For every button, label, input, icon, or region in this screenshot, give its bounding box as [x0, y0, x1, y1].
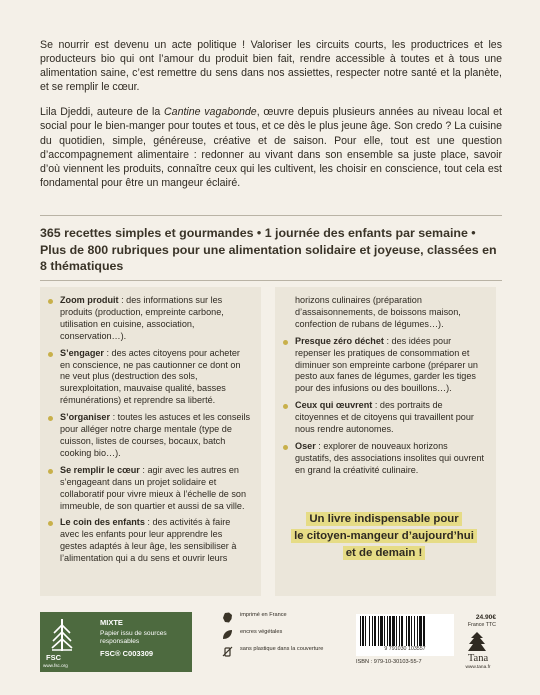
highlight-line-2: le citoyen-mangeur d’aujourd’hui — [291, 529, 477, 543]
barcode-bar — [396, 616, 397, 646]
france-map-icon — [222, 612, 233, 623]
barcode-bar — [414, 616, 415, 646]
intro-p2-start: Lila Djeddi, auteure de la — [40, 106, 165, 119]
barcode-bar — [369, 616, 370, 646]
leaf-icon — [222, 629, 233, 640]
no-plastic-icon — [222, 646, 233, 657]
divider-bottom — [40, 280, 502, 281]
eco-item — [222, 629, 352, 643]
publisher-logo-icon — [464, 630, 490, 654]
intro-p2-end: , œuvre depuis plusieurs années au niveau local et social pour le bien-manger pour toutes et tous, et ce dès le plus jeune âge. Son credo ? La cuisine du quotidien, simple, généreuse, créative et de saison. Pour elle, tout est une question d’accompagnement alimentaire : redonner au vivant dans son ensemble sa juste place, savoir d’où viennent les produits, connaître ceux qui les cultivent, les choisir en conscience, tout cela est fondamental pour être un mangeur éclairé. — [40, 106, 502, 189]
fsc-tree-icon — [48, 617, 76, 653]
bullet-icon — [48, 416, 53, 421]
publisher-name: Tana — [467, 653, 489, 664]
fsc-title: MIXTE — [100, 618, 123, 627]
feature-continuation: horizons culinaires (préparation d’assaisonnements, de boissons maison, confection de rubans de légumes…). — [295, 295, 461, 329]
feature-desc: : toutes les astuces et les conseils pour alléger notre charge mentale (type de cuisson, listes de courses, bocaux, batch cooking bio…). — [60, 412, 251, 458]
footer — [40, 612, 502, 672]
feature-item — [46, 412, 251, 460]
feature-item — [46, 348, 251, 408]
feature-item — [281, 441, 486, 477]
barcode-bar — [365, 616, 366, 646]
bullet-icon — [48, 299, 53, 304]
feature-term: S’organiser — [60, 412, 111, 423]
barcode-bar — [408, 616, 410, 646]
feature-term: Zoom produit — [60, 295, 119, 305]
eco-item — [222, 612, 352, 626]
barcode-block — [352, 614, 454, 670]
feature-item — [46, 517, 251, 565]
highlight-line-1: Un livre indispensable pour — [306, 512, 461, 526]
feature-desc: : des informations sur les produits (production, empreinte carbone, utilisation en cuisine, association, conservation…). — [60, 295, 224, 341]
fsc-label — [40, 612, 192, 672]
price — [468, 614, 496, 629]
barcode-bar — [387, 616, 388, 646]
price-amount: 24.90€ — [475, 614, 496, 621]
bullet-icon — [48, 352, 53, 357]
eco-label: imprimé en France — [240, 612, 287, 618]
barcode-number: 9 791030 103557 — [356, 646, 454, 652]
book-title-reference: Cantine vagabonde — [164, 106, 257, 119]
bullet-icon — [283, 340, 288, 345]
barcode-bar — [417, 616, 418, 646]
feature-term: Oser — [295, 440, 316, 451]
barcode-bar — [374, 616, 376, 646]
eco-item — [222, 646, 352, 664]
barcode-bar — [380, 616, 383, 646]
eco-labels — [222, 612, 352, 667]
barcode-bar — [384, 616, 385, 646]
fsc-logo-text: FSC — [46, 653, 61, 662]
fsc-subtitle: Papier issu de sources responsables — [100, 630, 167, 645]
barcode-bar — [401, 616, 403, 646]
feature-desc: : agir avec les autres en s’engageant dans un projet solidaire et collaboratif pour vivre mieux à l’échelle de son immeuble, de son quartier et aussi de sa ville. — [60, 464, 247, 511]
intro-text — [40, 38, 502, 201]
fsc-code: FSC® C003309 — [100, 649, 154, 658]
feature-desc: : des portraits de citoyennes et de citoyens qui travaillent pour nous rendre autonomes. — [295, 400, 474, 435]
barcode-bar — [378, 616, 379, 646]
bullet-icon — [283, 404, 288, 409]
feature-term: Se remplir le cœur — [60, 464, 140, 475]
barcode-bar — [392, 616, 395, 646]
feature-term: Ceux qui œuvrent — [295, 400, 373, 411]
divider-top — [40, 215, 502, 216]
feature-item — [281, 336, 486, 396]
barcode-bar — [360, 616, 361, 646]
barcode-bar — [399, 616, 400, 646]
eco-label: sans plastique dans la couverture — [240, 646, 324, 652]
eco-label: encres végétales — [240, 629, 283, 635]
barcode-bar — [362, 616, 364, 646]
feature-item — [46, 465, 251, 513]
barcode-bar — [419, 616, 422, 646]
feature-desc: : des activités à faire avec les enfants pour leur apprendre les gestes adaptés à leur âge, les sensibiliser à l’alimentation qui a du sens et ouvrir leurs — [60, 517, 237, 564]
intro-paragraph-2 — [40, 105, 502, 190]
features-column-left — [40, 287, 261, 596]
tagline: 365 recettes simples et gourmandes • 1 journée des enfants par semaine • Plus de 800 rubriques pour une alimentation solidaire et joyeuse, classées en 8 thématiques — [40, 226, 497, 273]
barcode-bar — [389, 616, 391, 646]
feature-item — [46, 295, 251, 343]
bullet-icon — [283, 445, 288, 450]
feature-term: Presque zéro déchet — [295, 335, 384, 346]
feature-desc: : des actes citoyens pour acheter en conscience, ne pas cautionner ce dont on ne veut plus (destruction des sols, surexploitation, mauvaise qualité, basses rémunérations) et reprendre sa liberté. — [60, 347, 241, 406]
feature-term: S’engager — [60, 347, 104, 358]
price-region: France TTC — [467, 621, 496, 628]
barcode-bar — [372, 616, 373, 646]
feature-item — [281, 400, 486, 436]
intro-paragraph-1: Se nourrir est devenu un acte politique ! Valoriser les circuits courts, les productrices et les producteurs bio qui ont l’amour du produit bien fait, rendre accessible à toutes et à tous une alimentation saine, c’est remettre du sens dans nos assiettes, respecter notre santé et la planète, et se remplir le cœur. — [40, 39, 502, 94]
barcode-bar — [423, 616, 425, 646]
barcode-bar — [411, 616, 412, 646]
bullet-icon — [48, 469, 53, 474]
feature-desc: : explorer de nouveaux horizons gustatifs, des associations insolites qui ouvrent en grand la créativité culinaire. — [295, 440, 485, 475]
highlight-line-3: et de demain ! — [343, 546, 426, 560]
highlight-quote — [284, 511, 484, 562]
isbn: ISBN : 979-10-30103-55-7 — [356, 659, 422, 665]
barcode-bar — [406, 616, 407, 646]
feature-desc: : des idées pour repenser les pratiques de consommation et diminuer son empreinte carbone (préparer un pesto aux fanes de légumes, garder les tiges pour des infusions ou des bouillons…). — [295, 335, 478, 394]
publisher-site: www.tana.fr — [465, 665, 491, 670]
bullet-icon — [48, 521, 53, 526]
fsc-site: www.fsc.org — [43, 663, 68, 668]
feature-term: Le coin des enfants — [60, 517, 145, 528]
